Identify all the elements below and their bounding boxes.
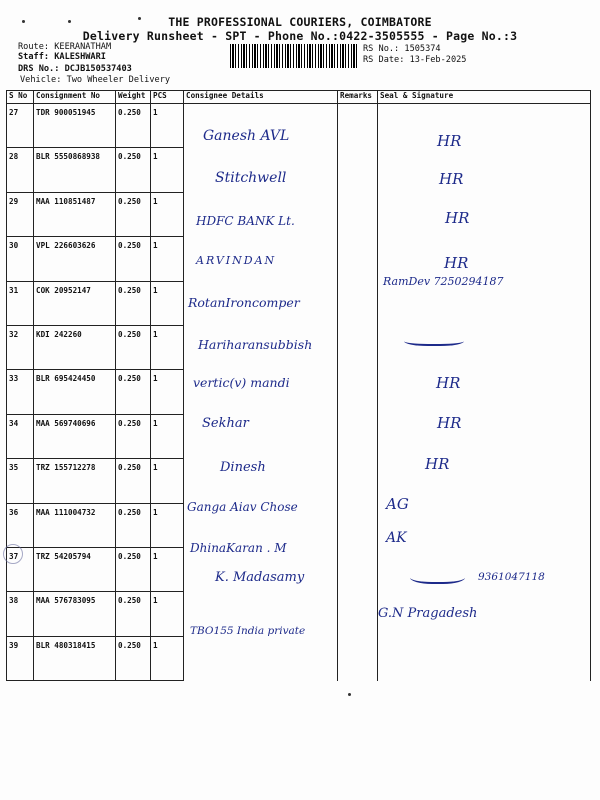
col-weight: Weight	[116, 91, 151, 104]
cell-sno: 32	[7, 325, 34, 369]
cell-pcs: 1	[151, 104, 184, 148]
cell-sno: 35	[7, 459, 34, 503]
cell-pcs: 1	[151, 414, 184, 458]
cell-sno: 29	[7, 192, 34, 236]
handwritten-signature: HR	[437, 414, 462, 432]
handwritten-consignee: Ganga Aiav Chose	[187, 500, 298, 514]
cell-pcs: 1	[151, 370, 184, 414]
handwritten-signature: HR	[436, 374, 461, 392]
cell-sno: 27	[7, 104, 34, 148]
handwritten-consignee: Stitchwell	[215, 170, 287, 186]
handwritten-signature: HR	[439, 170, 464, 188]
cell-sno: 33	[7, 370, 34, 414]
cell-weight: 0.250	[116, 104, 151, 148]
staff-label: Staff: KALESHWARI	[18, 52, 106, 62]
cell-sno: 37	[7, 547, 34, 591]
scan-speck	[348, 693, 351, 696]
cell-pcs: 1	[151, 192, 184, 236]
table-row	[7, 104, 591, 148]
cell-weight: 0.250	[116, 237, 151, 281]
cell-weight: 0.250	[116, 547, 151, 591]
handwritten-signature: AG	[386, 495, 409, 513]
cell-sno: 28	[7, 148, 34, 192]
drs-number: DRS No.: DCJB150537403	[18, 64, 132, 74]
handwritten-signature: HR	[425, 455, 450, 473]
cell-pcs: 1	[151, 636, 184, 680]
ink-stamp-mark	[3, 544, 23, 564]
company-title: THE PROFESSIONAL COURIERS, COIMBATORE	[168, 15, 432, 29]
cell-sno: 39	[7, 636, 34, 680]
cell-consignment: MAA 576783095	[34, 592, 116, 636]
handwritten-consignee: Dinesh	[220, 460, 266, 475]
cell-weight: 0.250	[116, 370, 151, 414]
handwritten-signature: RamDev 7250294187	[383, 275, 504, 288]
cell-consignment: VPL 226603626	[34, 237, 116, 281]
cell-weight: 0.250	[116, 325, 151, 369]
cell-weight: 0.250	[116, 636, 151, 680]
runsheet-table	[6, 90, 591, 681]
cell-consignment: KDI 242260	[34, 325, 116, 369]
cell-pcs: 1	[151, 547, 184, 591]
cell-weight: 0.250	[116, 148, 151, 192]
handwritten-consignee: K. Madasamy	[215, 570, 305, 585]
cell-consignment: MAA 111004732	[34, 503, 116, 547]
handwritten-consignee: ARVINDAN	[196, 254, 277, 267]
cell-pcs: 1	[151, 237, 184, 281]
cell-consignment: BLR 5550868938	[34, 148, 116, 192]
handwritten-signature: AK	[386, 530, 407, 546]
rs-date: RS Date: 13-Feb-2025	[363, 55, 467, 65]
cell-weight: 0.250	[116, 592, 151, 636]
handwritten-signature: 9361047118	[478, 571, 545, 583]
handwritten-signature: HR	[444, 254, 469, 272]
col-signature: Seal & Signature	[378, 91, 591, 104]
cell-consignment: BLR 480318415	[34, 636, 116, 680]
cell-weight: 0.250	[116, 281, 151, 325]
cell-weight: 0.250	[116, 414, 151, 458]
consignee-column	[184, 104, 338, 681]
handwritten-consignee: vertic(v) mandi	[193, 375, 290, 390]
cell-sno: 31	[7, 281, 34, 325]
col-consignee: Consignee Details	[184, 91, 338, 104]
handwritten-consignee: HDFC BANK Lt.	[196, 214, 295, 228]
cell-consignment: MAA 569740696	[34, 414, 116, 458]
runsheet-subtitle: Delivery Runsheet - SPT - Phone No.:0422-3505555 - Page No.:3	[82, 29, 518, 43]
cell-sno: 36	[7, 503, 34, 547]
col-remarks: Remarks	[338, 91, 378, 104]
col-consignment: Consignment No	[34, 91, 116, 104]
cell-sno: 38	[7, 592, 34, 636]
cell-pcs: 1	[151, 459, 184, 503]
handwritten-consignee: Hariharansubbish	[198, 337, 313, 352]
handwritten-consignee: DhinaKaran . M	[190, 541, 287, 555]
signature-scribble	[404, 334, 464, 346]
barcode-image	[230, 44, 358, 68]
cell-weight: 0.250	[116, 459, 151, 503]
cell-consignment: TDR 900051945	[34, 104, 116, 148]
rs-number: RS No.: 1505374	[363, 44, 441, 54]
handwritten-signature: HR	[445, 209, 470, 227]
cell-pcs: 1	[151, 592, 184, 636]
remarks-column	[338, 104, 378, 681]
cell-pcs: 1	[151, 148, 184, 192]
cell-consignment: COK 20952147	[34, 281, 116, 325]
signature-column	[378, 104, 591, 681]
handwritten-signature: G.N Pragadesh	[378, 606, 478, 621]
cell-weight: 0.250	[116, 503, 151, 547]
handwritten-signature: HR	[437, 132, 462, 150]
cell-consignment: TRZ 155712278	[34, 459, 116, 503]
col-sno: S No	[7, 91, 34, 104]
cell-consignment: BLR 695424450	[34, 370, 116, 414]
route-label: Route: KEERANATHAM	[18, 42, 112, 52]
cell-sno: 34	[7, 414, 34, 458]
vehicle-label: Vehicle: Two Wheeler Delivery	[20, 75, 171, 85]
cell-sno: 30	[7, 237, 34, 281]
cell-pcs: 1	[151, 503, 184, 547]
table-header-row	[7, 91, 591, 104]
col-pcs: PCS	[151, 91, 184, 104]
handwritten-consignee: Sekhar	[202, 416, 249, 431]
cell-consignment: TRZ 54205794	[34, 547, 116, 591]
signature-scribble	[410, 568, 465, 584]
handwritten-consignee: Ganesh AVL	[203, 128, 290, 144]
handwritten-consignee: TBO155 India private	[190, 625, 306, 637]
handwritten-consignee: RotanIroncomper	[188, 295, 300, 310]
cell-weight: 0.250	[116, 192, 151, 236]
cell-consignment: MAA 110851487	[34, 192, 116, 236]
cell-pcs: 1	[151, 325, 184, 369]
cell-pcs: 1	[151, 281, 184, 325]
